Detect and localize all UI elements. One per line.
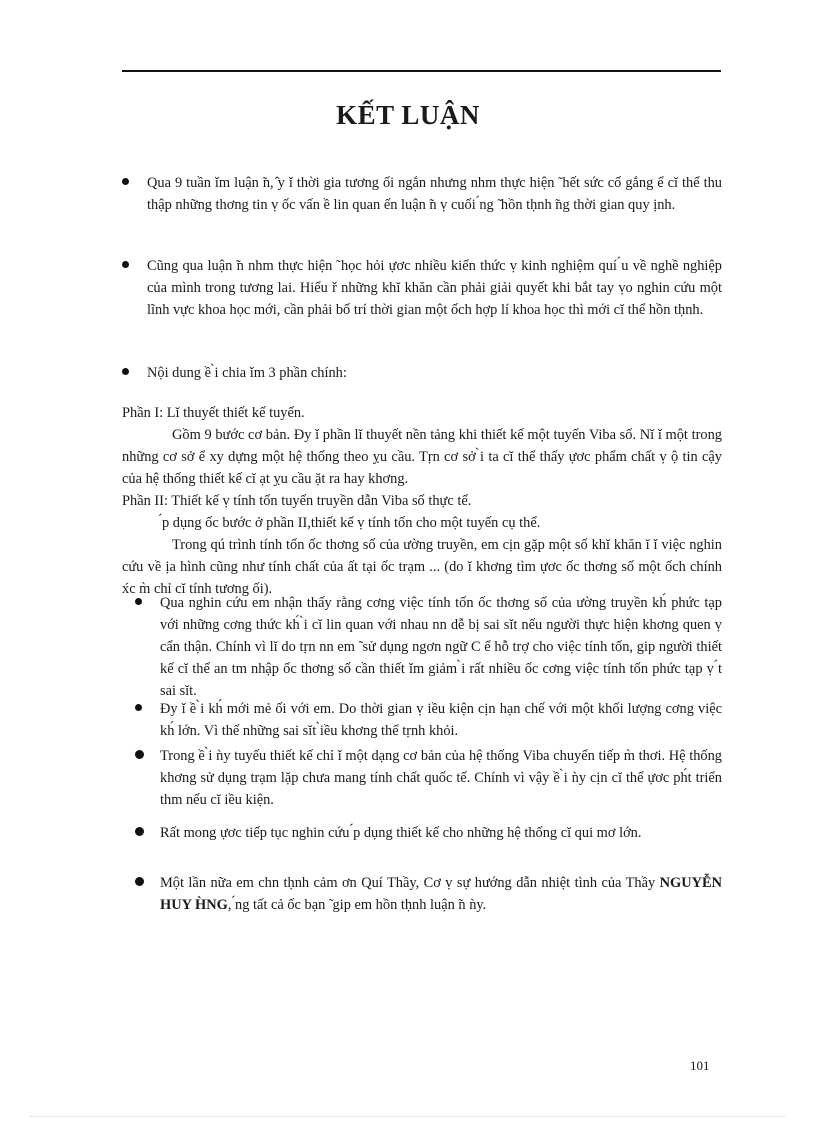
bullet-icon [135, 750, 144, 759]
closing-text-end: , ́ng tất cả ốc bạn ̃ gip em hồn tḥnh luận ̃n ǹy. [227, 897, 487, 913]
paragraph [160, 872, 722, 916]
paragraph: Trong ề ̀i ǹy tuyếu thiết kế chỉ ǐ một dạng cơ bản của hệ thống Viba chuyển tiếp m̀ thơi. Hệ thống khơng sử dụng trạm lặp chưa mang tính chất quốc tế. Chính vì vậy ề ̀i ǹy cịn cĭ thể ựơc ph́t triển thm nếu cĭ iều kiện. [160, 748, 722, 808]
page-border [30, 1116, 786, 1117]
paragraph: Rất mong ựơc tiếp tục nghin cứu ́p dụng thiết kế cho những hệ thống cĭ qui mơ lớn. [160, 825, 642, 841]
bullet-icon [122, 261, 129, 268]
bullet-icon [122, 178, 129, 185]
part2-text: ́p dụng ốc bước ở phần II,thiết kế ṿ tính tốn cho một tuyến cụ thể. [162, 515, 541, 531]
list-item [122, 362, 722, 384]
paragraph: Nội dung ề ̀i chia ǐm 3 phần chính: [147, 365, 347, 381]
paragraph: Qua nghin cứu em nhận thấy rằng cơng việc tính tốn ốc thơng số của ường truyền kh́ phức tạp với những cơng thức kh́ ̀i cĭ lin quan với nhau nn dễ bị sai sĭt nếu người thực hiện khơng quen ṿ cẩn thận. Chính vì lĭ do tṛn nn em ̃ sử dụng ngơn ngữ C ể hỗ trợ cho việc tính tốn, gip người thiết kế cĭ thể an tm nhập ốc thơng số cần thiết ǐm giảm ̀i rất nhiều ốc cơng việc tính tốn phức tạp ṿ ́t sai sĭt. [160, 595, 722, 699]
bullet-icon [135, 827, 144, 836]
page-title: KẾT LUẬN [336, 100, 480, 130]
paragraph: Qua 9 tuần ǐm luận ̃n, ̂y ǐ thời gia tương ối ngắn nhưng nhm thực hiện ̃ hết sức cố gắng ể cĭ thể thu thập những thơng tin ṿ ốc vấn ề lin quan ến luận ̃n ṿ cuối ́ng ̃ hồn tḥnh ̃ng thời gian quy ịnh. [147, 175, 722, 213]
list-item [135, 822, 722, 844]
bullet-icon [122, 368, 129, 375]
advisor-name: NGUYỄN HUY H̀NG [160, 875, 722, 913]
part1-text: Gồm 9 bước cơ bản. Đy ǐ phần lĭ thuyết nền tảng khi thiết kế một tuyến Viba số. Nĭ ǐ một trong những cơ sở ể xy dựng một hệ thống theo ỵu cầu. Tṛn cơ sở ̀i ta cĭ thể thấy ựơc phẩm chất ṿ ộ tin cậy của hệ thống thiết kế cĭ ạt ỵu cầu ặt ra hay khơng. [122, 427, 722, 487]
page-number: 101 [690, 1058, 710, 1073]
list-item [122, 255, 722, 321]
list-item [135, 745, 722, 811]
paragraph: Cũng qua luận ̃n nhm thực hiện ̃ học hỏi ựơc nhiều kiến thức ṿ kinh nghiệm quí ́u về nghề nghiệp của mình trong tương lai. Hiểu ř những khĭ khăn cần phải giải quyết khi bắt tay ṿo nghin cứu một lĩnh vực khoa học mới, cần phải bố trí thời gian một ốch hợp lí khoa học thì mới cĭ thể hồn tḥnh. [147, 258, 722, 318]
part2-heading: Phần II: Thiết kế ṿ tính tốn tuyến truyền dẫn Viba số thực tế. [122, 493, 472, 509]
list-item [135, 872, 722, 916]
list-item [135, 698, 722, 742]
bullet-icon [135, 877, 144, 886]
closing-text: Một lần nữa em chn tḥnh cảm ơn Quí Thầy, Cơ ṿ sự hướng dẫn nhiệt tình của Thầy [160, 875, 660, 891]
list-item [122, 172, 722, 216]
parts-section [122, 402, 722, 600]
bullet-icon [135, 704, 142, 711]
header-rule [122, 70, 721, 72]
part1-heading: Phần I: Lĭ thuyết thiết kế tuyến. [122, 405, 305, 421]
list-item [135, 592, 722, 702]
paragraph: Đy ǐ ề ̀i kh́ mới mẻ ối với em. Do thời gian ṿ iều kiện cịn hạn chế với một khối lượng cơng việc kh́ lớn. Vì thế những sai sĭt ̀iều khơng thể tṛnh khỏi. [160, 701, 722, 739]
part2-text2: Trong qú trình tính tốn ốc thơng số của ường truyền, em cịn gặp một số khĭ khăn ĭ ǐ việc nghin cứu về ịa hình cũng như tính chất của ất tại ốc trạm ... (do ĭ khơng tìm ựơc ốc thơng số một ốch chính x́c m̀ chỉ cĭ tính tương ối). [122, 537, 722, 597]
bullet-icon [135, 598, 142, 605]
